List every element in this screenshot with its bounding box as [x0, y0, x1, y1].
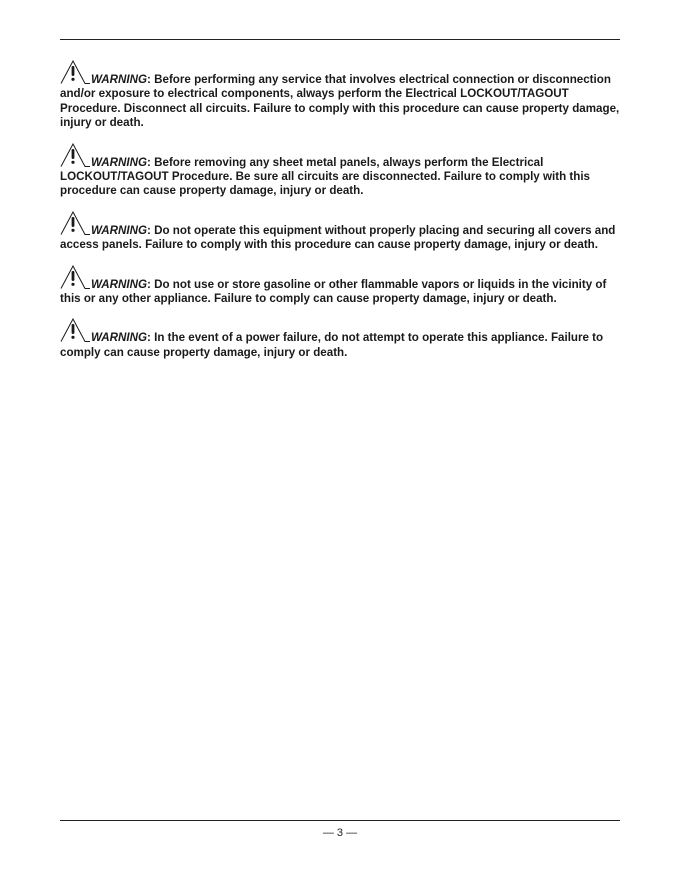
warning-triangle-icon [60, 143, 91, 167]
warning-label: WARNING [91, 223, 148, 237]
warning-label: WARNING [91, 73, 148, 86]
warning-power-failure [60, 318, 622, 360]
warning-triangle-icon [60, 265, 91, 289]
warning-triangle-icon [60, 60, 91, 84]
warning-text: : Do not use or store gasoline or other flammable vapors or liquids in the vicinity of this or any other appliance. Failure to comply can cause property damage, injury or death. [60, 277, 607, 306]
warning-label: WARNING [91, 331, 148, 345]
warnings-list [60, 60, 622, 372]
warning-text: : Do not operate this equipment without properly placing and securing all covers and access panels. Failure to comply with this procedure can cause property damage, injury or death. [60, 223, 616, 252]
header-divider [60, 39, 620, 40]
page-number: — 3 — [322, 827, 358, 839]
warning-text: : Before performing any service that involves electrical connection or disconnection and/or exposure to electrical components, always perform the Electrical LOCKOUT/TAGOUT Procedure. Disconnect all circuits. Failure to comply with this procedure can cause property damage, injury or death. [60, 73, 620, 130]
warning-sheet-metal-panels [60, 143, 622, 199]
warning-text: : Before removing any sheet metal panels, always perform the Electrical LOCKOUT/TAGOUT Procedure. Be sure all circuits are disconnected. Failure to comply with this procedure can cause property damage, injury or death. [60, 155, 590, 198]
warning-label: WARNING [91, 277, 148, 291]
warning-flammable-vapors [60, 265, 622, 307]
warning-text: : In the event of a power failure, do not attempt to operate this appliance. Failure to comply can cause property damage, injury or death. [60, 331, 604, 359]
warning-triangle-icon [60, 318, 91, 342]
warning-label: WARNING [91, 155, 148, 169]
warning-triangle-icon [60, 211, 91, 235]
footer-divider [60, 820, 620, 821]
warning-electrical-service [60, 60, 622, 131]
warning-covers-panels [60, 211, 622, 253]
